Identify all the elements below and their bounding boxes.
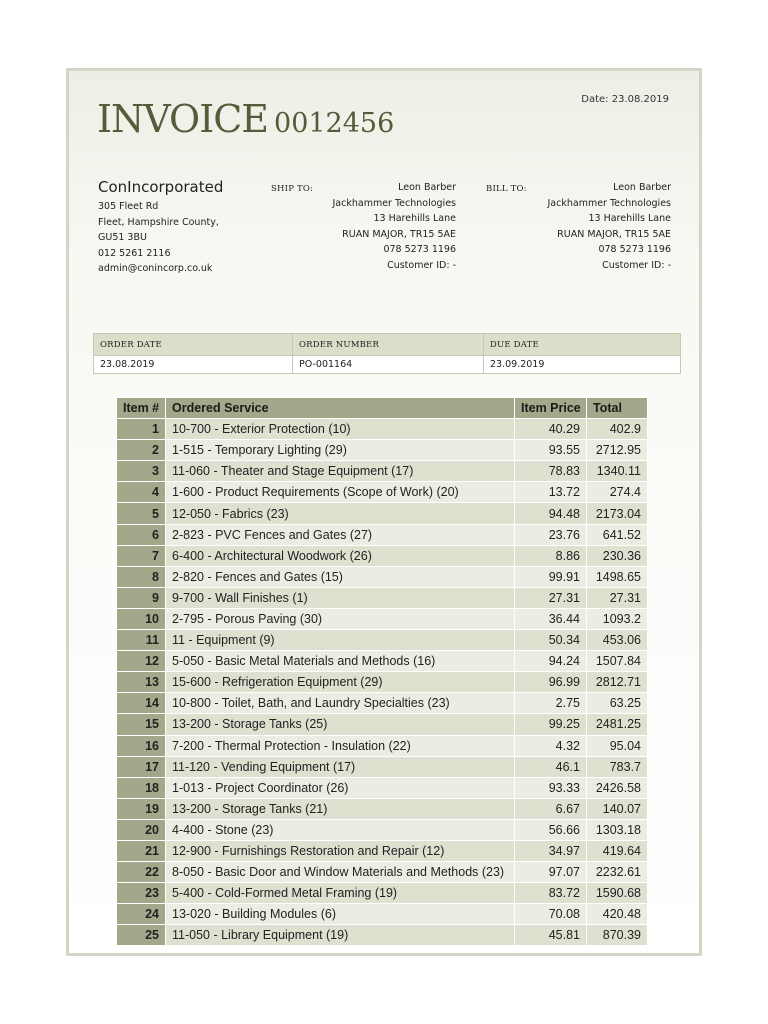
ordered-service-header: Ordered Service [166, 398, 515, 419]
invoice-word: INVOICE [97, 97, 269, 141]
item-total: 1303.18 [587, 819, 648, 840]
item-number-header: Item # [117, 398, 166, 419]
table-row [117, 630, 648, 651]
item-price: 40.29 [515, 419, 587, 440]
company-address-line: 305 Fleet Rd [98, 201, 159, 212]
ordered-service: 5-050 - Basic Metal Materials and Methods (16) [166, 651, 515, 672]
item-total: 2173.04 [587, 503, 648, 524]
ordered-service: 1-013 - Project Coordinator (26) [166, 777, 515, 798]
item-total: 641.52 [587, 524, 648, 545]
item-total: 1507.84 [587, 651, 648, 672]
due-date-header: DUE DATE [484, 334, 681, 356]
table-row [117, 883, 648, 904]
order-info-table [93, 333, 681, 374]
item-price: 70.08 [515, 904, 587, 925]
item-price: 94.48 [515, 503, 587, 524]
ship-to-label: SHIP TO: [271, 184, 314, 194]
table-row [117, 840, 648, 861]
table-row [117, 566, 648, 587]
ship-to-line: RUAN MAJOR, TR15 5AE [342, 228, 456, 240]
table-row [117, 798, 648, 819]
company-phone: 012 5261 2116 [98, 247, 171, 259]
bill-to-line: Jackhammer Technologies [547, 197, 671, 209]
bill-to-line: Leon Barber [613, 182, 671, 193]
items-table [116, 397, 648, 946]
item-number: 8 [117, 566, 166, 587]
item-price: 97.07 [515, 862, 587, 883]
table-row [117, 524, 648, 545]
ordered-service: 13-200 - Storage Tanks (21) [166, 798, 515, 819]
item-total: 27.31 [587, 587, 648, 608]
item-total: 95.04 [587, 735, 648, 756]
item-number: 22 [117, 862, 166, 883]
item-number: 23 [117, 883, 166, 904]
item-number: 18 [117, 777, 166, 798]
item-price: 36.44 [515, 608, 587, 629]
item-price: 4.32 [515, 735, 587, 756]
ordered-service: 7-200 - Thermal Protection - Insulation (22) [166, 735, 515, 756]
item-number: 19 [117, 798, 166, 819]
table-row [117, 419, 648, 440]
item-price: 46.1 [515, 756, 587, 777]
item-number: 15 [117, 714, 166, 735]
ship-to-line: Leon Barber [398, 182, 456, 193]
ordered-service: 11-050 - Library Equipment (19) [166, 925, 515, 946]
item-number: 13 [117, 672, 166, 693]
item-total: 1093.2 [587, 608, 648, 629]
ordered-service: 1-515 - Temporary Lighting (29) [166, 440, 515, 461]
ordered-service: 1-600 - Product Requirements (Scope of Work) (20) [166, 482, 515, 503]
item-total: 419.64 [587, 840, 648, 861]
company-name: ConIncorporated [98, 178, 224, 196]
item-number: 21 [117, 840, 166, 861]
ordered-service: 4-400 - Stone (23) [166, 819, 515, 840]
total-header: Total [587, 398, 648, 419]
items-body [117, 419, 648, 946]
item-price: 93.33 [515, 777, 587, 798]
item-total: 2481.25 [587, 714, 648, 735]
table-row [117, 756, 648, 777]
table-row [117, 587, 648, 608]
item-number: 6 [117, 524, 166, 545]
item-price: 99.91 [515, 566, 587, 587]
invoice-page [66, 68, 702, 956]
item-price: 50.34 [515, 630, 587, 651]
item-price: 78.83 [515, 461, 587, 482]
item-price: 96.99 [515, 672, 587, 693]
item-number: 5 [117, 503, 166, 524]
company-block [98, 178, 223, 277]
item-number: 17 [117, 756, 166, 777]
item-price: 23.76 [515, 524, 587, 545]
table-row [117, 440, 648, 461]
ship-to-address [333, 180, 457, 273]
ordered-service: 11 - Equipment (9) [166, 630, 515, 651]
item-price: 27.31 [515, 587, 587, 608]
ordered-service: 9-700 - Wall Finishes (1) [166, 587, 515, 608]
bill-to-line: RUAN MAJOR, TR15 5AE [557, 228, 671, 240]
bill-to-label: BILL TO: [486, 184, 527, 194]
table-row [117, 862, 648, 883]
item-total: 2232.61 [587, 862, 648, 883]
item-number: 1 [117, 419, 166, 440]
item-price: 56.66 [515, 819, 587, 840]
company-email: admin@conincorp.co.uk [98, 263, 213, 274]
bill-to-line: 078 5273 1196 [598, 244, 671, 255]
item-price-header: Item Price [515, 398, 587, 419]
invoice-number: 0012456 [274, 108, 395, 139]
ordered-service: 2-823 - PVC Fences and Gates (27) [166, 524, 515, 545]
order-number-value: PO-001164 [293, 356, 484, 374]
item-total: 453.06 [587, 630, 648, 651]
table-row [117, 735, 648, 756]
item-total: 420.48 [587, 904, 648, 925]
table-row [117, 904, 648, 925]
ordered-service: 5-400 - Cold-Formed Metal Framing (19) [166, 883, 515, 904]
ordered-service: 2-795 - Porous Paving (30) [166, 608, 515, 629]
order-date-header: ORDER DATE [94, 334, 293, 356]
ordered-service: 10-800 - Toilet, Bath, and Laundry Specialties (23) [166, 693, 515, 714]
table-row [117, 693, 648, 714]
ordered-service: 11-060 - Theater and Stage Equipment (17) [166, 461, 515, 482]
item-total: 63.25 [587, 693, 648, 714]
table-row [117, 925, 648, 946]
item-number: 12 [117, 651, 166, 672]
table-row [117, 503, 648, 524]
item-total: 1340.11 [587, 461, 648, 482]
item-total: 2812.71 [587, 672, 648, 693]
ordered-service: 13-200 - Storage Tanks (25) [166, 714, 515, 735]
ship-to-customer-id: Customer ID: - [387, 259, 456, 271]
invoice-date: Date: 23.08.2019 [581, 94, 669, 105]
item-price: 99.25 [515, 714, 587, 735]
table-row [117, 545, 648, 566]
item-price: 93.55 [515, 440, 587, 461]
ordered-service: 12-050 - Fabrics (23) [166, 503, 515, 524]
item-number: 20 [117, 819, 166, 840]
item-number: 25 [117, 925, 166, 946]
item-number: 11 [117, 630, 166, 651]
item-number: 24 [117, 904, 166, 925]
item-price: 34.97 [515, 840, 587, 861]
item-total: 2426.58 [587, 777, 648, 798]
company-address-line: GU51 3BU [98, 232, 147, 243]
item-number: 10 [117, 608, 166, 629]
item-price: 45.81 [515, 925, 587, 946]
bill-to-customer-id: Customer ID: - [602, 259, 671, 271]
ordered-service: 2-820 - Fences and Gates (15) [166, 566, 515, 587]
ship-to-line: Jackhammer Technologies [332, 197, 456, 209]
ship-to-line: 078 5273 1196 [383, 244, 456, 255]
order-number-header: ORDER NUMBER [293, 334, 484, 356]
item-price: 2.75 [515, 693, 587, 714]
ordered-service: 15-600 - Refrigeration Equipment (29) [166, 672, 515, 693]
item-number: 7 [117, 545, 166, 566]
item-total: 870.39 [587, 925, 648, 946]
item-total: 230.36 [587, 545, 648, 566]
ordered-service: 11-120 - Vending Equipment (17) [166, 756, 515, 777]
bill-to-address [548, 180, 672, 273]
bill-to-line: 13 Harehills Lane [588, 213, 671, 224]
table-row [117, 651, 648, 672]
table-row [117, 608, 648, 629]
table-row [117, 461, 648, 482]
item-number: 2 [117, 440, 166, 461]
item-number: 3 [117, 461, 166, 482]
item-number: 4 [117, 482, 166, 503]
item-price: 83.72 [515, 883, 587, 904]
due-date-value: 23.09.2019 [484, 356, 681, 374]
ship-to-line: 13 Harehills Lane [373, 213, 456, 224]
item-total: 402.9 [587, 419, 648, 440]
order-date-value: 23.08.2019 [94, 356, 293, 374]
item-total: 1590.68 [587, 883, 648, 904]
table-row [117, 714, 648, 735]
item-price: 94.24 [515, 651, 587, 672]
ordered-service: 13-020 - Building Modules (6) [166, 904, 515, 925]
invoice-title [97, 97, 394, 141]
item-total: 1498.65 [587, 566, 648, 587]
ordered-service: 10-700 - Exterior Protection (10) [166, 419, 515, 440]
item-total: 274.4 [587, 482, 648, 503]
item-total: 783.7 [587, 756, 648, 777]
item-number: 16 [117, 735, 166, 756]
item-number: 14 [117, 693, 166, 714]
ordered-service: 12-900 - Furnishings Restoration and Repair (12) [166, 840, 515, 861]
item-price: 8.86 [515, 545, 587, 566]
company-address-line: Fleet, Hampshire County, [98, 216, 219, 228]
item-price: 6.67 [515, 798, 587, 819]
table-row [117, 672, 648, 693]
table-row [117, 819, 648, 840]
item-total: 140.07 [587, 798, 648, 819]
item-price: 13.72 [515, 482, 587, 503]
ordered-service: 8-050 - Basic Door and Window Materials and Methods (23) [166, 862, 515, 883]
item-number: 9 [117, 587, 166, 608]
table-row [117, 777, 648, 798]
item-total: 2712.95 [587, 440, 648, 461]
table-row [117, 482, 648, 503]
ordered-service: 6-400 - Architectural Woodwork (26) [166, 545, 515, 566]
